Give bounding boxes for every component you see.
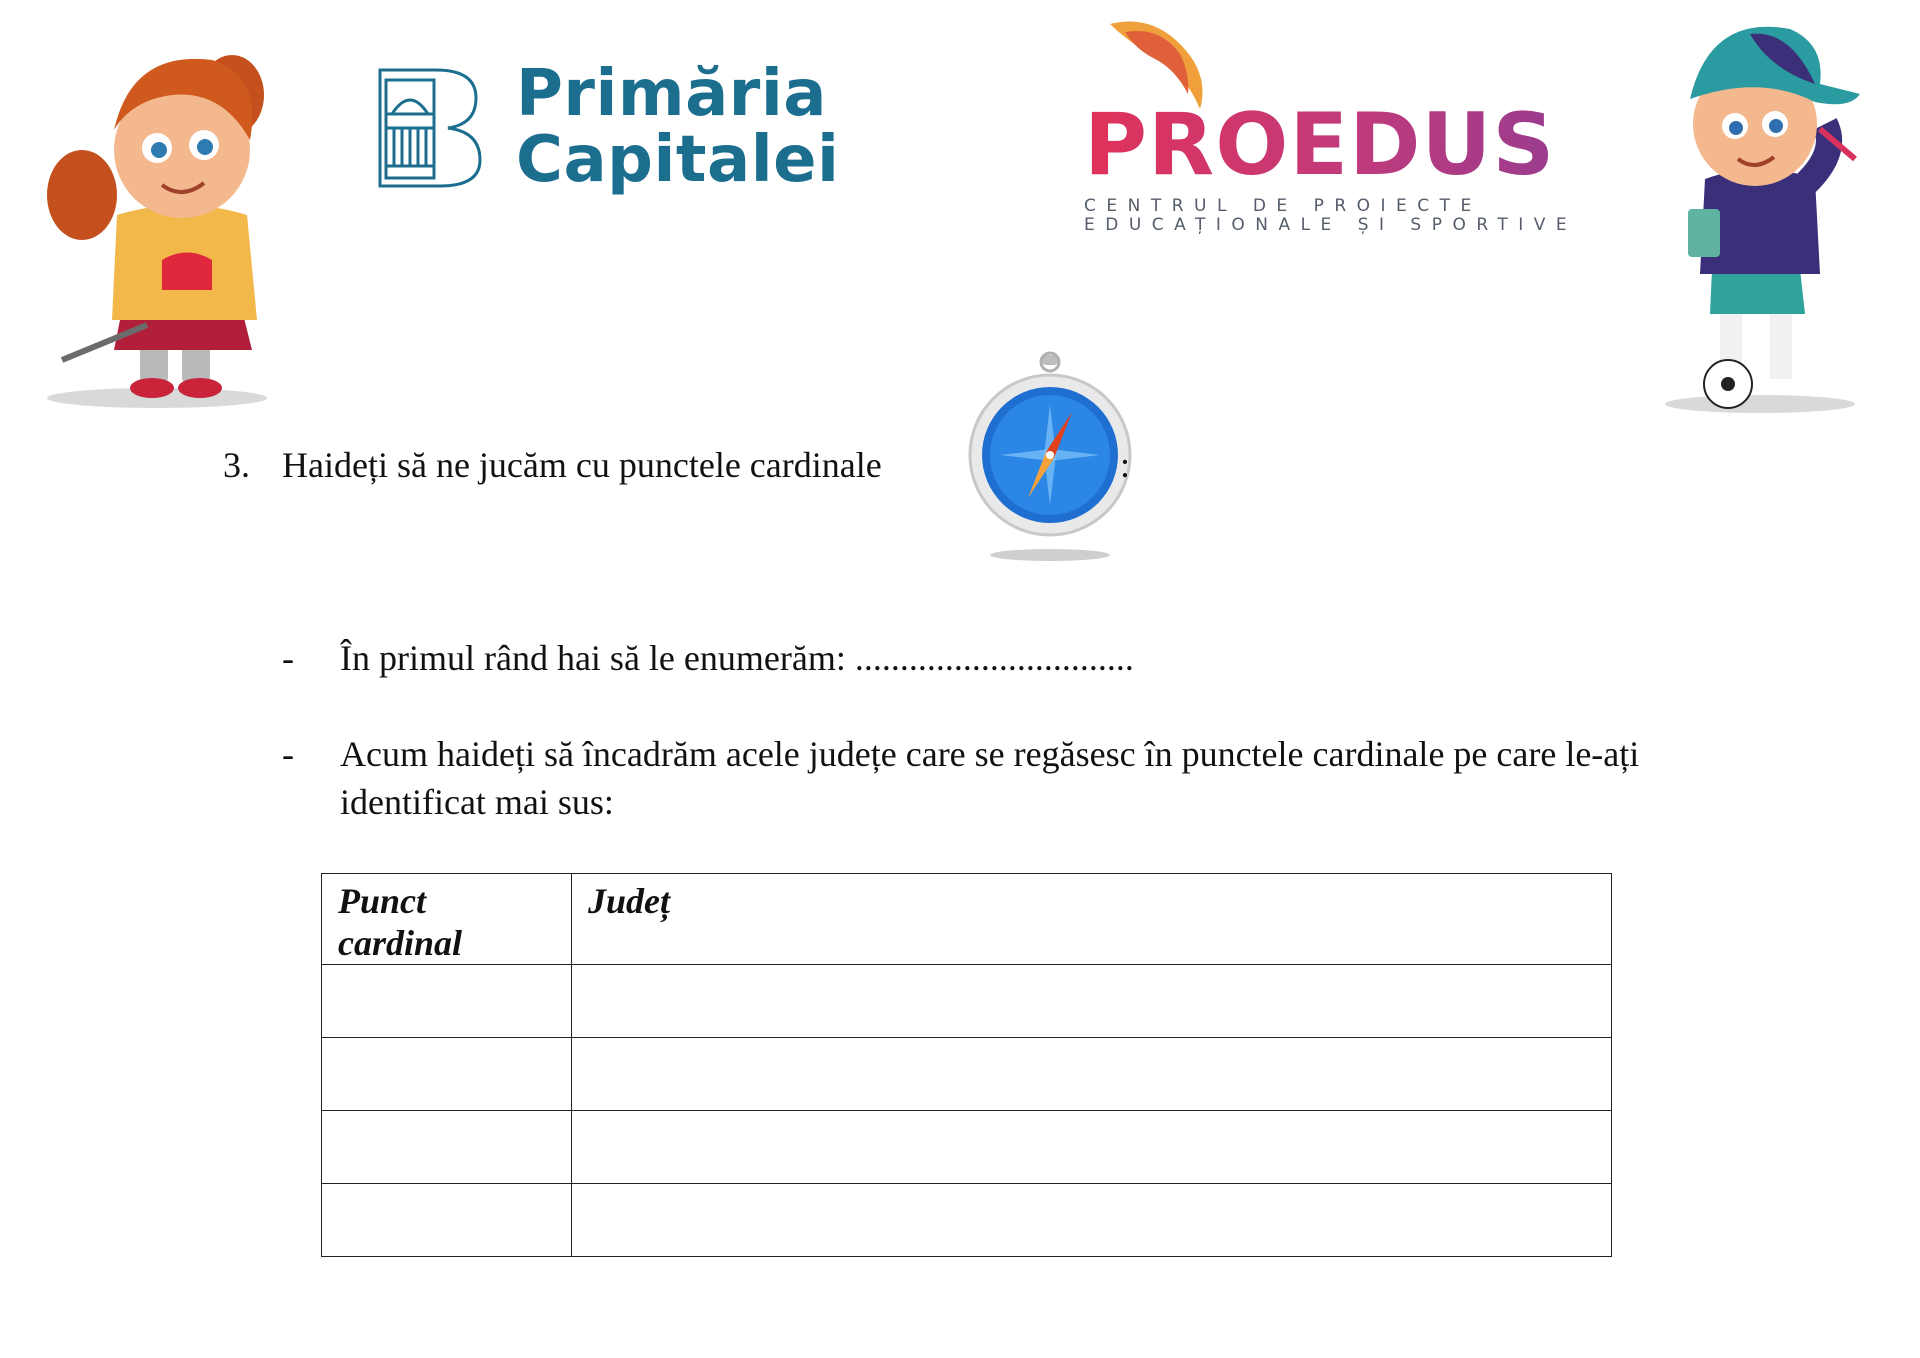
table-row <box>322 1111 1612 1184</box>
header-punct-cardinal: Punct cardinal <box>322 874 572 965</box>
table-header-row <box>322 874 1612 965</box>
header-judet: Județ <box>572 874 1612 965</box>
table-cell-judet[interactable] <box>572 965 1612 1038</box>
primaria-logo-text: Primăria <box>516 57 827 131</box>
question-colon: : <box>1120 445 1131 485</box>
question-text: Haideți să ne jucăm cu punctele cardinale <box>282 445 882 485</box>
primaria-capitalei-logo <box>376 57 840 208</box>
table-cell-punct[interactable] <box>322 965 572 1038</box>
proedus-subtitle-line2: EDUCAȚIONALE ȘI SPORTIVE <box>1084 215 1578 235</box>
capitalei-logo-text: Capitalei <box>516 123 840 197</box>
bullet-counties-text-line2: identificat mai sus: <box>340 782 614 822</box>
boy-illustration <box>1650 14 1880 414</box>
table-row <box>322 1184 1612 1257</box>
compass-icon <box>960 350 1140 570</box>
bullet-counties-text-line1: Acum haideți să încadrăm acele județe care se regăsesc în punctele cardinale pe care le-ați <box>340 734 1640 774</box>
primaria-building-icon <box>376 66 484 190</box>
cardinal-points-table <box>321 873 1612 1257</box>
proedus-wordmark: PROEDUS <box>1084 95 1556 195</box>
bullet-dash: - <box>282 734 294 774</box>
table-row <box>322 965 1612 1038</box>
proedus-logo <box>1070 14 1578 235</box>
bullet-enumerate-text: În primul rând hai să le enumerăm: ............................... <box>340 638 1134 678</box>
question-number: 3. <box>223 445 250 485</box>
table-cell-judet[interactable] <box>572 1184 1612 1257</box>
table-cell-punct[interactable] <box>322 1111 572 1184</box>
bullet-dash: - <box>282 638 294 678</box>
table-cell-punct[interactable] <box>322 1038 572 1111</box>
girl-illustration <box>22 20 282 410</box>
table-cell-punct[interactable] <box>322 1184 572 1257</box>
proedus-subtitle-line1: CENTRUL DE PROIECTE <box>1084 196 1482 216</box>
table-cell-judet[interactable] <box>572 1038 1612 1111</box>
table-row <box>322 1038 1612 1111</box>
table-cell-judet[interactable] <box>572 1111 1612 1184</box>
